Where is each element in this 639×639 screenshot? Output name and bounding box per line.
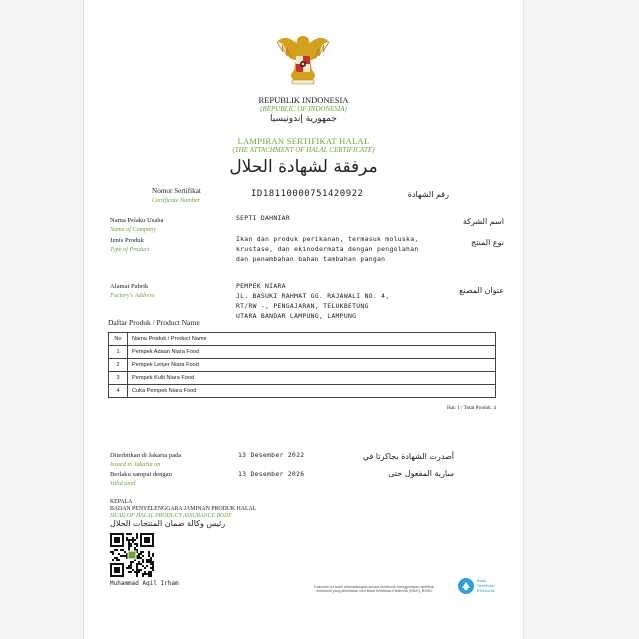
republic-title-en: (REPUBLIC OF INDONESIA) [260, 105, 347, 113]
product-type-label-en: Type of Product [110, 246, 150, 253]
attachment-title-en: (THE ATTACHMENT OF HALAL CERTIFICATE) [232, 146, 375, 154]
issued-label-ar: أصدرت الشهادة بجاكرتا في [362, 452, 454, 461]
table-header-row [109, 333, 496, 346]
issued-label-en: Issued in Jakarta on [110, 461, 161, 468]
certificate-number: ID18110000751420922 [251, 189, 364, 199]
attachment-title-ar: مرفقة لشهادة الحلال [229, 157, 378, 177]
signatory-agency: BADAN PENYELENGGARA JAMINAN PRODUK HALAL [110, 506, 257, 512]
factory-address-label-ar: عنوان المصنع [459, 286, 504, 295]
signatory-title: KEPALA [110, 499, 133, 505]
attachment-title: LAMPIRAN SERTIFIKAT HALAL [237, 136, 370, 146]
valid-label-ar: سارية المفعول حتى [388, 469, 454, 478]
table-row: 2 Pempek Lenjer Niara Food [109, 359, 496, 372]
company-label: Nama Pelaku Usaha [110, 217, 164, 224]
signatory-agency-en: HEAD OF HALAL PRODUCT ASSURANCE BODY [110, 513, 232, 519]
republic-title: REPUBLIK INDONESIA [258, 95, 349, 105]
bsre-label: Balai Sertifikasi Elektronik [477, 578, 495, 593]
product-type-label-ar: نوع المنتج [471, 238, 504, 247]
factory-address-label: Alamat Pabrik [110, 283, 149, 290]
company-label-en: Name of Company [110, 226, 157, 233]
republic-title-ar: جمهورية إندونيسيا [270, 114, 337, 124]
product-type-value: Ikan dan produk perikanan, termasuk moluska, krustase, dan ekinodermata dengan pengolahan dan penambahan bahan tambahan pangan [236, 235, 419, 263]
qr-code-icon [110, 533, 154, 577]
factory-address-label-en: Factory's Address [110, 292, 155, 299]
product-type-label: Jenis Produk [110, 237, 144, 244]
product-table [108, 332, 496, 398]
company-name: SEPTI DAHNIAR [236, 214, 290, 222]
right-margin [522, 0, 639, 639]
garuda-emblem-icon [274, 30, 332, 88]
esign-note: Dokumen ini telah ditandatangani secara elektronik menggunakan sertifikat elektronik yang diterbitkan oleh Balai Sertifikasi Elektronik (BSrE), BSSN [314, 585, 434, 593]
table-row: 1 Pempek Adaan Niara Food [109, 346, 496, 359]
company-label-ar: اسم الشركة [462, 217, 504, 226]
left-margin [0, 0, 83, 639]
certificate-number-label-en: Certificate Number [152, 197, 200, 204]
product-list-title: Daftar Produk / Product Name [108, 318, 200, 327]
valid-label: Berlaku sampai dengan [110, 471, 172, 478]
certificate-number-label: Nomor Sertifikat [152, 187, 201, 195]
valid-label-en: Valid until [110, 480, 136, 487]
table-row: 3 Pempek Kulit Niara Food [109, 372, 496, 385]
factory-address-value: PEMPEK NIARA JL. BASUKI RAHMAT GG. RAJAWALI NO. 4, RT/RW -, PENGAJARAN, TELUKBETUNG UTARA BANDAR LAMPUNG, LAMPUNG [236, 282, 390, 320]
col-name-header: Nama Produk / Product Name [128, 333, 496, 346]
bsre-logo-icon [457, 577, 475, 595]
page-info: Hal: 1 / Total Produk: 4 [447, 405, 496, 411]
issued-date: 13 Desember 2022 [238, 451, 305, 459]
table-row: 4 Cuka Pempek Niara Food [109, 385, 496, 398]
valid-date: 13 Desember 2026 [238, 470, 305, 478]
signatory-name: Muhammad Aqil Irham [110, 580, 179, 587]
col-no-header: No [109, 333, 128, 346]
certificate-page [83, 0, 524, 639]
signatory-agency-ar: رئيس وكالة ضمان المنتجات الحلال [110, 519, 226, 528]
certificate-number-label-ar: رقم الشهادة [407, 190, 449, 199]
issued-label: Diterbitkan di Jakarta pada [110, 452, 182, 459]
